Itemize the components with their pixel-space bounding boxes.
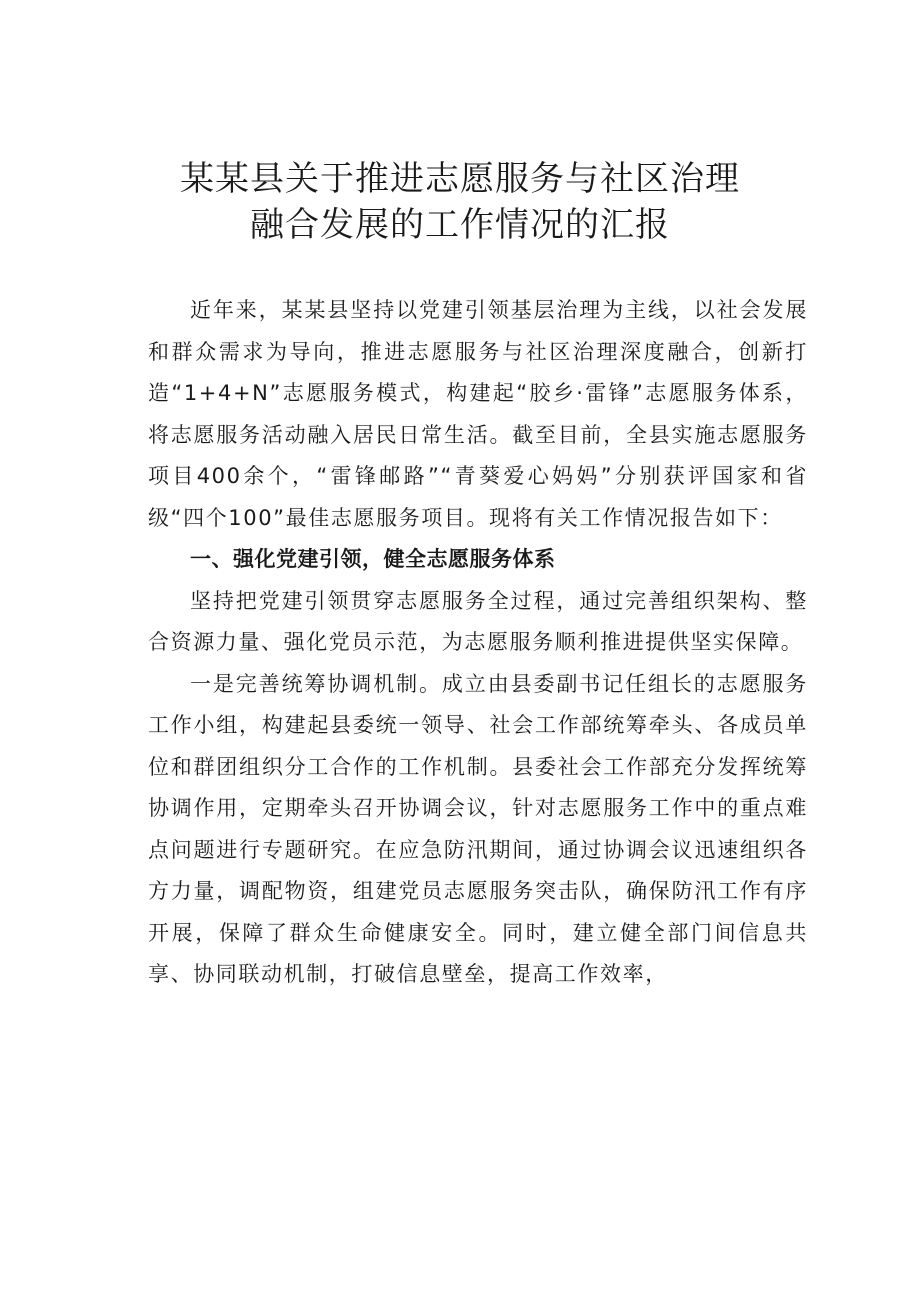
document-body [148, 290, 808, 996]
title-line-1: 某某县关于推进志愿服务与社区治理 [180, 159, 740, 199]
intro-paragraph: 近年来，某某县坚持以党建引领基层治理为主线，以社会发展和群众需求为导向，推进志愿服务与社区治理深度融合，创新打造“1+4+N”志愿服务模式，构建起“胶乡·雷锋”志愿服务体系，将志愿服务活动融入居民日常生活。截至目前，全县实施志愿服务项目400余个，“雷锋邮路”“青葵爱心妈妈”分别获评国家和省级“四个100”最佳志愿服务项目。现将有关工作情况报告如下： [148, 298, 808, 530]
section-heading-1: 一、强化党建引领，健全志愿服务体系 [190, 547, 556, 571]
document-title [0, 156, 920, 248]
point-1-paragraph: 一是完善统筹协调机制。成立由县委副书记任组长的志愿服务工作小组，构建起县委统一领导、社会工作部统筹牵头、各成员单位和群团组织分工合作的工作机制。县委社会工作部充分发挥统筹协调作用，定期牵头召开协调会议，针对志愿服务工作中的重点难点问题进行专题研究。在应急防汛期间，通过协调会议迅速组织各方力量，调配物资，组建党员志愿服务突击队，确保防汛工作有序开展，保障了群众生命健康安全。同时，建立健全部门间信息共享、协同联动机制，打破信息壁垒，提高工作效率， [148, 671, 808, 986]
title-line-2: 融合发展的工作情况的汇报 [250, 205, 670, 245]
section-1-paragraph: 坚持把党建引领贯穿志愿服务全过程，通过完善组织架构、整合资源力量、强化党员示范，为志愿服务顺利推进提供坚实保障。 [148, 588, 808, 654]
